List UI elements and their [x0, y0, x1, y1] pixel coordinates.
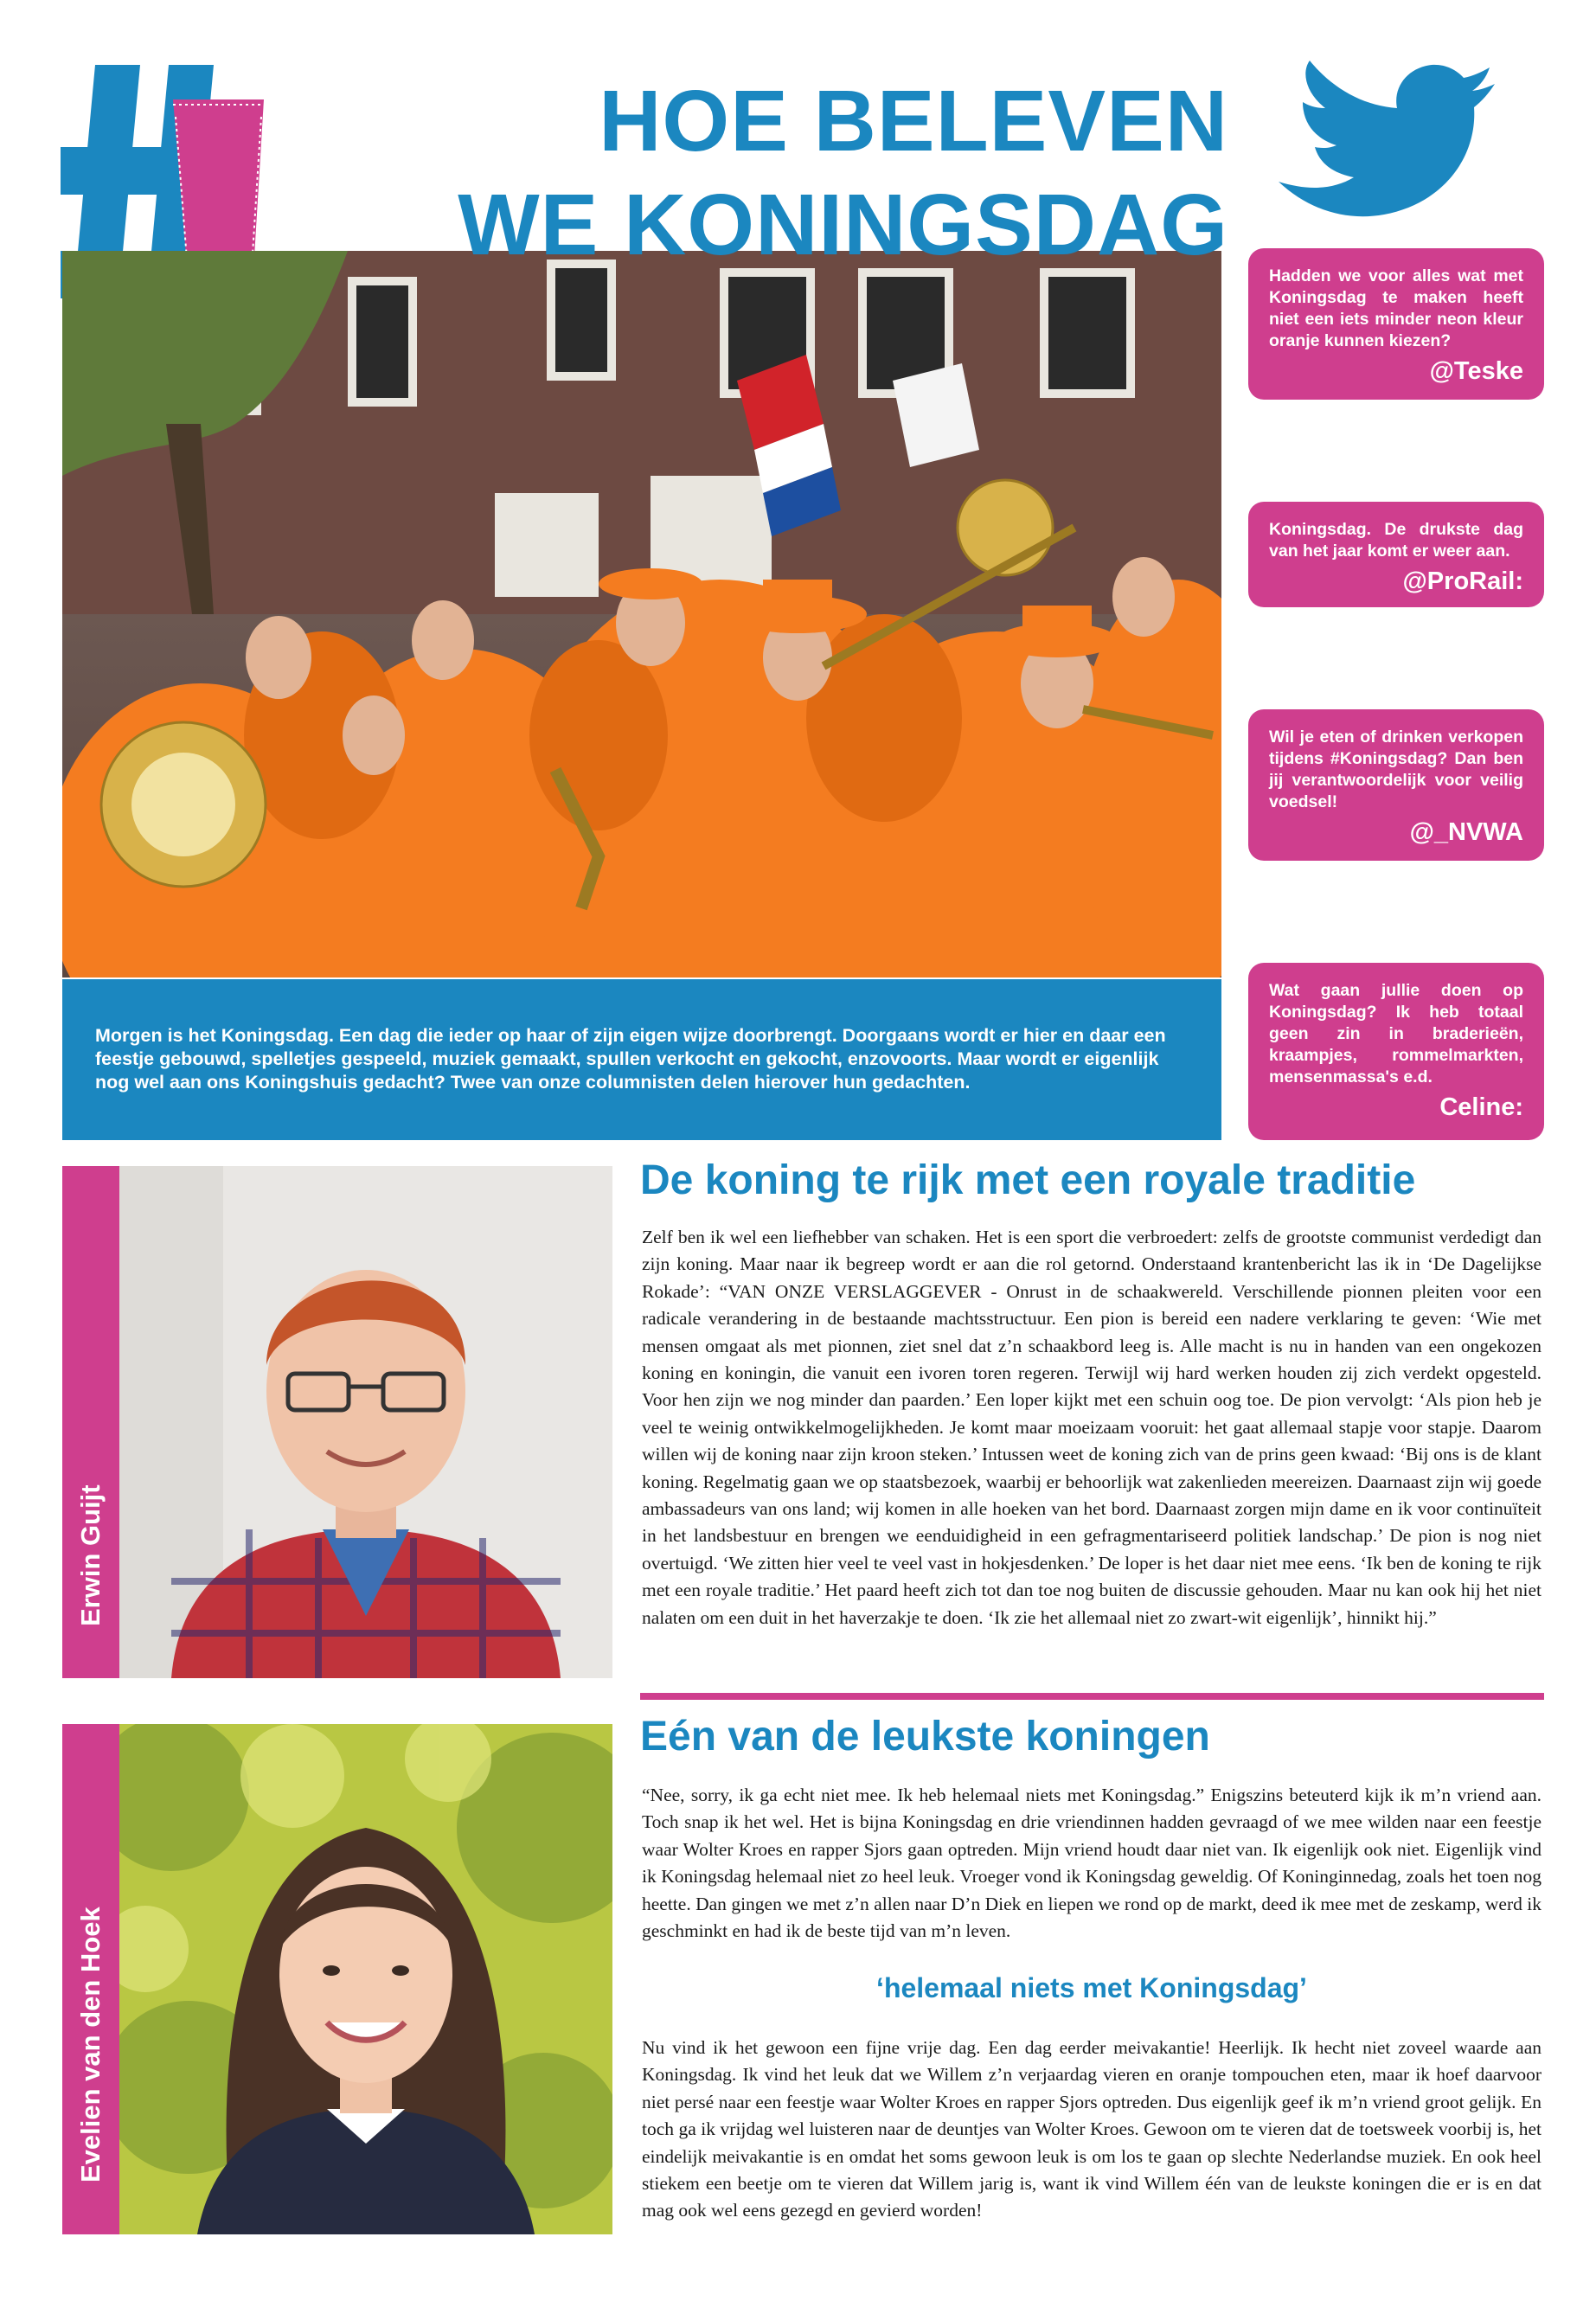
section-divider — [640, 1693, 1544, 1700]
tweet-card — [1248, 248, 1544, 400]
column-body-part-1: “Nee, sorry, ik ga echt niet mee. Ik heb helemaal niets met Koningsdag.” Enigszins beteuterd kijk ik m’n vriend aan. Toch snap ik het wel. Het is bijna Koningsdag en drie vriendinnen hadden gevraagd of we mee wilden naar een feestje waar Wolter Kroes en rapper Sjors gaan optreden. Mijn vriend houdt daar niet van. Ik eigenlijk ook niet. Eigenlijk vind ik Koningsdag helemaal niet zo heel leuk. Vroeger vond ik Koningsdag geweldig. Of Koninginnedag, zoals het toen nog heette. Dan gingen we met z’n allen naar D’n Diek en liepen we rond op de markt, deed ik mee met de zeskamp, werd ik geschminkt en had ik de beste tijd van m’n leven. — [642, 1785, 1542, 1942]
column-title: Eén van de leukste koningen — [640, 1714, 1210, 1759]
intro-box — [62, 979, 1221, 1140]
author-name: Evelien van den Hoek — [75, 1907, 106, 2182]
tweet-text: Koningsdag. De drukste dag van het jaar komt er weer aan. — [1269, 520, 1523, 561]
column-title: De koning te rijk met een royale traditie — [640, 1157, 1416, 1203]
tweet-handle: @ProRail: — [1402, 567, 1523, 595]
column-body-part-2: Nu vind ik het gewoon een fijne vrije dag. Een dag eerder meivakantie! Heerlijk. Ik hecht niet zoveel waarde aan Koningsdag. Ik vind het leuk dat we Willem z’n verjaardag vieren en oranje tompouchen eten, maar ik hoef daarvoor niet persé naar een feestje waar Wolter Kroes en rapper Sjors optreden. Dus eigenlijk geef ik m’n vriend groot gelijk. En toch ga ik vrijdag wel luisteren naar de deuntjes van Wolter Kroes. Gewoon om te vieren dat de toetsweek voorbij is, het eindelijk meivakantie is en omdat het soms gewoon leuk is om los te gaan op slechte Nederlandse muziek. En ook heel stiekem een beetje om te vieren dat Willem jarig is, want ik vind Willem één van de leukste koningen die er is en dat mag ook wel eens gezegd en gevierd worden! — [642, 2037, 1542, 2221]
tweet-card — [1248, 963, 1544, 1140]
author-portrait — [119, 1166, 612, 1678]
tweet-handle: @Teske — [1429, 357, 1523, 385]
author-name: Erwin Guijt — [75, 1484, 106, 1626]
twitter-bird-icon — [1272, 61, 1497, 225]
page-headline — [294, 69, 1228, 277]
tweet-text: Hadden we voor alles wat met Koningsdag te maken heeft niet een iets minder neon kleur oranje kunnen kiezen? — [1269, 266, 1523, 350]
headline-line-2: WE KONINGSDAG — [458, 176, 1228, 273]
tweet-handle: Celine: — [1439, 1093, 1523, 1121]
brass-band-photo — [62, 251, 1221, 977]
author-name-bar — [62, 1166, 119, 1678]
column-body: Zelf ben ik wel een liefhebber van schaken. Het is een sport die verbroedert: zelfs de grootste communist verdedigt dan zijn koning. Maar naar ik begreep wordt er aan die rol getornd. Onderstaand krantenbericht las ik in ‘De Dagelijkse Rokade’: “VAN ONZE VERSLAGGEVER - Onrust in de schaakwereld. Verschillende pionnen pleiten voor een radicale verandering in de bestaande machtsstructuur. Een pion is bereid een nadere verklaring te geven: ‘Wie met mensen omgaat als met pionnen, ziet snel dat z’n schaakbord leeg is. Alle macht is nu in handen van een ongekozen koning en koningin, die vanuit een ivoren toren regeren. Terwijl wij hard werken houden zij zich verdekt opgesteld. Voor hen zijn we nog minder dan paarden.’ Een loper kijkt met een schuin oog toe. De pion vervolgt: ‘Als pion heb je veel te weinig ontwikkelmogelijkheden. Je komt maar moeizaam vooruit: het gaat allemaal stapje voor stapje. Daarom willen wij de koning naar zijn kroon steken.’ Intussen weet de koning zich van de prins geen kwaad: ‘Bij ons is de klant koning. Regelmatig gaan we op staatsbezoek, waarbij er behoorlijk wat zakenlieden meereizen. Daarnaast zijn wij goede ambassadeurs van ons land; wij komen in alle hoeken van het bord. Daarnaast zorgen mijn dame en ik voor continuïteit in het landsbestuur en brengen we eenduidigheid in een gefragmentariseerd politiek landschap.’ De pion is nog niet overtuigd. ‘We zitten hier veel te veel vast in hokjesdenken.’ De loper is het daar niet mee eens. ‘Ik ben de koning te rijk met een royale traditie.’ Het paard heeft zich tot dan toe nog buiten de discussie gehouden. Maar nu kan ook hij het niet nalaten om een duit in het haverzakje te doen. ‘Ik zie het allemaal niet zo zwart-wit eigenlijk’, hinnikt hij.” — [642, 1227, 1542, 1628]
tweet-card — [1248, 709, 1544, 861]
tweet-text: Wil je eten of drinken verkopen tijdens #Koningsdag? Dan ben jij verantwoordelijk voor veilig voedsel! — [1269, 727, 1523, 811]
tweet-card — [1248, 502, 1544, 607]
headline-line-1: HOE BELEVEN — [599, 73, 1228, 170]
tweet-text: Wat gaan jullie doen op Koningsdag? Ik heb totaal geen zin in braderieën, kraampjes, rommelmarkten, mensenmassa's e.d. — [1269, 981, 1523, 1086]
intro-text: Morgen is het Koningsdag. Een dag die ieder op haar of zijn eigen wijze doorbrengt. Doorgaans wordt er hier en daar een feestje gebouwd, spelletjes gespeeld, muziek gemaakt, spullen verkocht en gekocht, enzovoorts. Maar wordt er eigenlijk nog wel aan ons Koningshuis gedacht? Twee van onze columnisten delen hierover hun gedachten. — [95, 1025, 1166, 1093]
author-portrait — [119, 1724, 612, 2234]
pull-quote: ‘helemaal niets met Koningsdag’ — [876, 1972, 1307, 2003]
author-name-bar — [62, 1724, 119, 2234]
tweet-handle: @_NVWA — [1409, 818, 1523, 846]
